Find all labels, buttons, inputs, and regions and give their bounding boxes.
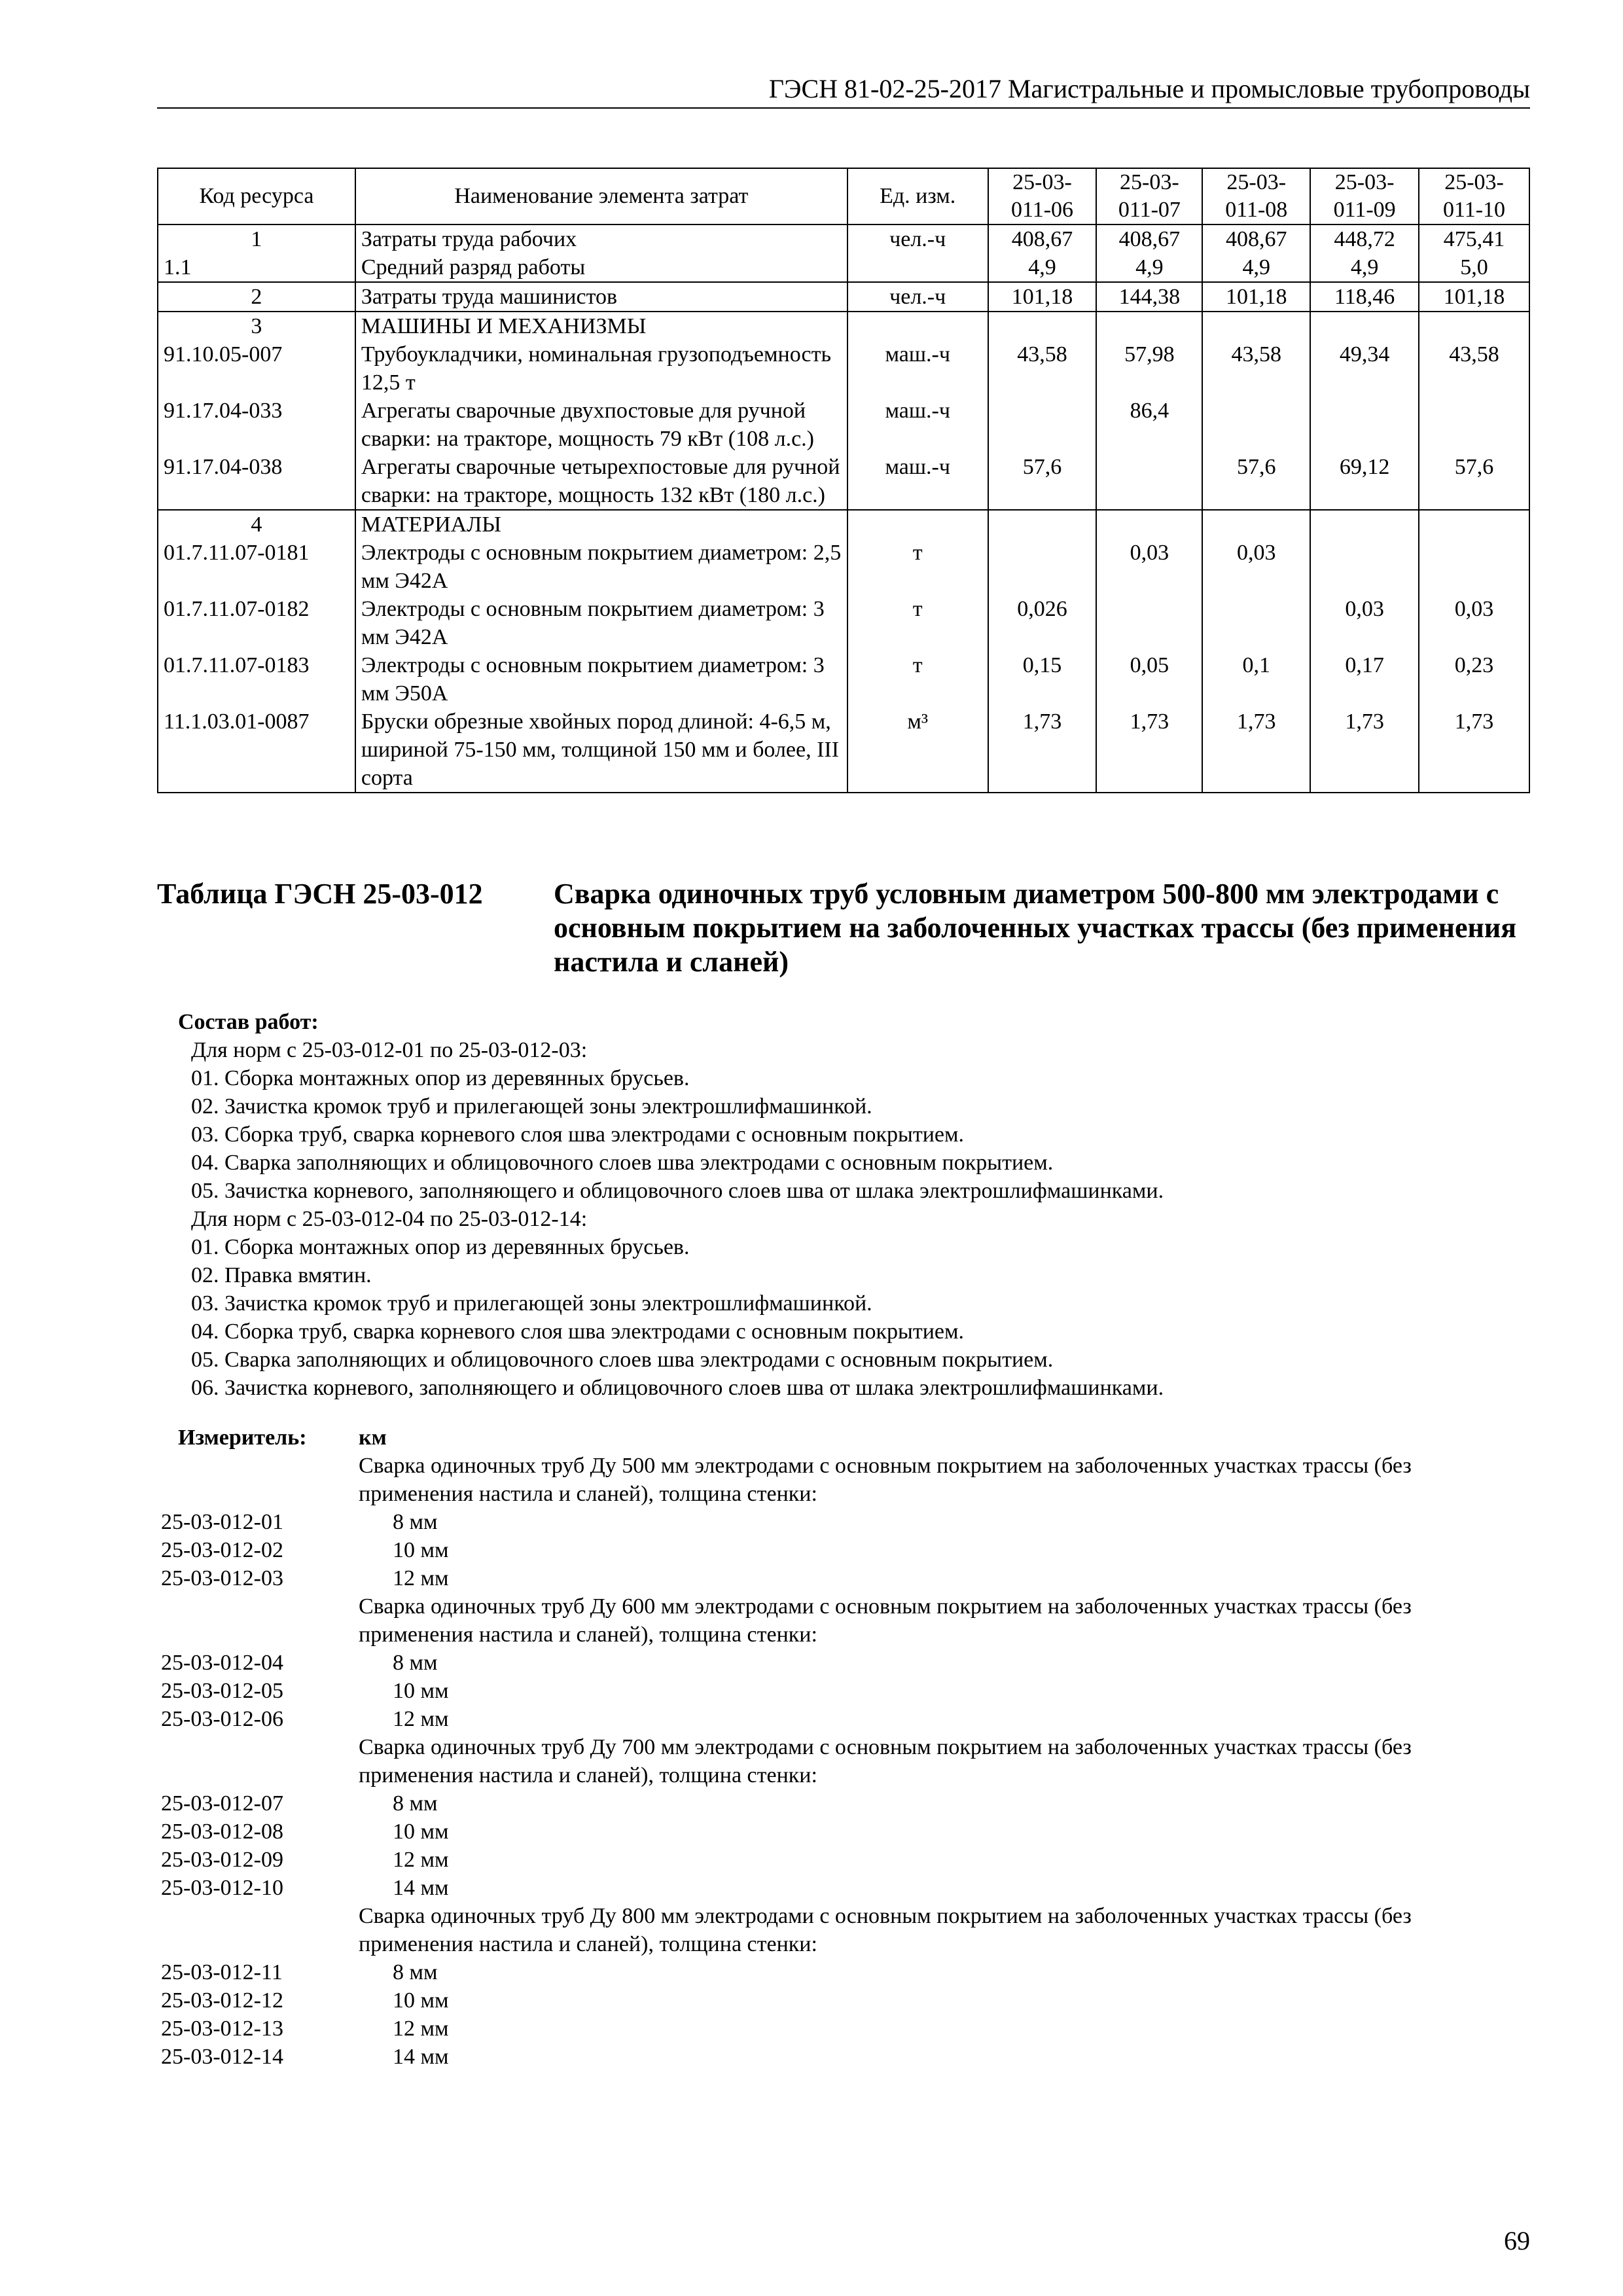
col-header-norm: 25-03- 011-08 (1202, 168, 1310, 224)
cell-unit: маш.-ч (847, 340, 988, 397)
cell-value: 118,46 (1310, 282, 1419, 312)
cell-unit: т (847, 651, 988, 708)
norm-code: 25-03-012-13 (161, 2017, 283, 2041)
composition-line: 06. Зачистка корневого, заполняющего и облицовочного слоев шва от шлака электрошлифмашинками. (191, 1376, 1164, 1400)
norm-row (157, 1564, 1530, 1592)
norm-code: 25-03-012-09 (161, 1848, 283, 1872)
cell-name: Затраты труда рабочих (355, 224, 847, 253)
cell-name: Агрегаты сварочные четырехпостовые для ручной сварки: на тракторе, мощность 132 кВт (180 л.с.) (355, 453, 847, 510)
cell-unit: м³ (847, 708, 988, 793)
cell-code: 01.7.11.07-0183 (158, 651, 355, 708)
cell-value (1202, 510, 1310, 539)
composition-line: 05. Сварка заполняющих и облицовочного слоев шва электродами с основным покрытием. (191, 1348, 1054, 1372)
cell-value: 57,98 (1096, 340, 1202, 397)
cell-value (1202, 312, 1310, 340)
cell-unit (847, 510, 988, 539)
cell-value (1310, 510, 1419, 539)
cell-value (1310, 312, 1419, 340)
cell-value: 1,73 (1419, 708, 1529, 793)
norm-thickness: 8 мм (393, 1960, 438, 1984)
norm-code: 25-03-012-14 (161, 2045, 283, 2069)
cell-value: 5,0 (1419, 253, 1529, 282)
norm-code: 25-03-012-05 (161, 1679, 283, 1703)
cell-value: 43,58 (1202, 340, 1310, 397)
col-header-unit: Ед. изм. (847, 168, 988, 224)
cell-value: 4,9 (1310, 253, 1419, 282)
cell-code: 3 (158, 312, 355, 340)
composition-line: 01. Сборка монтажных опор из деревянных брусьев. (191, 1066, 690, 1090)
norm-thickness: 12 мм (393, 2017, 449, 2041)
table-row (158, 253, 1529, 282)
composition-line: 05. Зачистка корневого, заполняющего и облицовочного слоев шва от шлака электрошлифмашинками. (191, 1179, 1164, 1203)
meter-unit: км (359, 1426, 387, 1450)
col-header-norm: 25-03- 011-07 (1096, 168, 1202, 224)
cell-value (1310, 397, 1419, 453)
cell-value: 0,03 (1310, 595, 1419, 651)
cell-value: 57,6 (988, 453, 1097, 510)
table-row (158, 595, 1529, 651)
meter-group-description: Сварка одиночных труб Ду 700 мм электродами с основным покрытием на заболоченных участках трассы (без применения настила и сланей), толщина стенки: (359, 1735, 1412, 1787)
norm-thickness: 10 мм (393, 1988, 449, 2013)
col-header-code: Код ресурса (158, 168, 355, 224)
norm-code: 25-03-012-06 (161, 1707, 283, 1731)
norm-thickness: 8 мм (393, 1510, 438, 1534)
norm-row (157, 1536, 1530, 1564)
cell-code: 11.1.03.01-0087 (158, 708, 355, 793)
cell-value (988, 397, 1097, 453)
cell-value: 408,67 (1096, 224, 1202, 253)
cell-unit: чел.-ч (847, 224, 988, 253)
norm-thickness: 10 мм (393, 1679, 449, 1703)
meter-group-description: Сварка одиночных труб Ду 600 мм электродами с основным покрытием на заболоченных участках трассы (без применения настила и сланей), толщина стенки: (359, 1594, 1412, 1647)
cell-value: 448,72 (1310, 224, 1419, 253)
norm-row (157, 1874, 1530, 1902)
norm-code: 25-03-012-07 (161, 1791, 283, 1816)
norm-thickness: 10 мм (393, 1820, 449, 1844)
cell-unit: т (847, 539, 988, 595)
cell-unit: маш.-ч (847, 453, 988, 510)
table-heading-title: Сварка одиночных труб условным диаметром 500-800 мм электродами с основным покрытием на заболоченных участках трассы (без применения настила и сланей) (554, 878, 1517, 978)
cell-value (1096, 312, 1202, 340)
norm-row (157, 1705, 1530, 1733)
cell-unit (847, 253, 988, 282)
cell-value (1419, 539, 1529, 595)
cell-name: Трубоукладчики, номинальная грузоподъемность 12,5 т (355, 340, 847, 397)
cell-value: 475,41 (1419, 224, 1529, 253)
norm-code: 25-03-012-03 (161, 1566, 283, 1590)
cell-value (988, 510, 1097, 539)
norm-thickness: 12 мм (393, 1566, 449, 1590)
cell-name: Электроды с основным покрытием диаметром: 2,5 мм Э42А (355, 539, 847, 595)
cell-value: 43,58 (1419, 340, 1529, 397)
norm-thickness: 14 мм (393, 2045, 449, 2069)
cell-value: 408,67 (988, 224, 1097, 253)
cell-value (1419, 312, 1529, 340)
table-header-row (158, 168, 1529, 224)
norm-thickness: 14 мм (393, 1876, 449, 1900)
cell-value (1419, 510, 1529, 539)
cell-value: 49,34 (1310, 340, 1419, 397)
norm-code: 25-03-012-10 (161, 1876, 283, 1900)
norm-row (157, 1818, 1530, 1846)
composition-line: 02. Правка вмятин. (191, 1263, 372, 1287)
table-row (158, 282, 1529, 312)
composition-heading: Состав работ: (178, 1010, 319, 1034)
work-composition (157, 1008, 1530, 1402)
cell-value: 0,17 (1310, 651, 1419, 708)
table-row (158, 510, 1529, 539)
cell-value (1096, 595, 1202, 651)
cell-name: МАТЕРИАЛЫ (355, 510, 847, 539)
cell-code: 4 (158, 510, 355, 539)
norm-row (157, 2043, 1530, 2071)
norm-code: 25-03-012-11 (161, 1960, 283, 1984)
page-number: 69 (1504, 2226, 1530, 2255)
composition-line: 03. Зачистка кромок труб и прилегающей зоны электрошлифмашинкой. (191, 1291, 872, 1316)
cell-value: 4,9 (988, 253, 1097, 282)
table-row (158, 397, 1529, 453)
col-header-norm: 25-03- 011-09 (1310, 168, 1419, 224)
cell-value: 408,67 (1202, 224, 1310, 253)
table-heading-label: Таблица ГЭСН 25-03-012 (157, 878, 483, 910)
cell-unit (847, 312, 988, 340)
col-header-norm: 25-03- 011-10 (1419, 168, 1529, 224)
cell-value (1096, 510, 1202, 539)
norm-row (157, 1649, 1530, 1677)
cell-value: 101,18 (988, 282, 1097, 312)
cell-value: 86,4 (1096, 397, 1202, 453)
composition-line: 01. Сборка монтажных опор из деревянных брусьев. (191, 1235, 690, 1259)
norm-code: 25-03-012-08 (161, 1820, 283, 1844)
cell-value (1419, 397, 1529, 453)
norm-row (157, 1789, 1530, 1818)
norm-code: 25-03-012-04 (161, 1651, 283, 1675)
cell-name: Электроды с основным покрытием диаметром: 3 мм Э42А (355, 595, 847, 651)
cell-value: 101,18 (1202, 282, 1310, 312)
cell-value: 0,03 (1202, 539, 1310, 595)
cell-value: 4,9 (1096, 253, 1202, 282)
cell-name: МАШИНЫ И МЕХАНИЗМЫ (355, 312, 847, 340)
table-row (158, 651, 1529, 708)
resource-table (157, 168, 1530, 793)
cell-value: 57,6 (1202, 453, 1310, 510)
cell-value: 101,18 (1419, 282, 1529, 312)
meter-section (157, 1424, 1530, 2071)
norm-row (157, 2015, 1530, 2043)
composition-line: 03. Сборка труб, сварка корневого слоя шва электродами с основным покрытием. (191, 1122, 965, 1147)
norm-row (157, 1846, 1530, 1874)
composition-line: 02. Зачистка кромок труб и прилегающей зоны электрошлифмашинкой. (191, 1094, 872, 1119)
table-row (158, 453, 1529, 510)
cell-unit: маш.-ч (847, 397, 988, 453)
cell-value (1202, 595, 1310, 651)
meter-group-description: Сварка одиночных труб Ду 500 мм электродами с основным покрытием на заболоченных участках трассы (без применения настила и сланей), толщина стенки: (359, 1454, 1412, 1506)
cell-value (1096, 453, 1202, 510)
cell-value: 43,58 (988, 340, 1097, 397)
table-row (158, 312, 1529, 340)
table-row (158, 708, 1529, 793)
cell-value: 0,026 (988, 595, 1097, 651)
table-row (158, 224, 1529, 253)
meter-label: Измеритель: (178, 1426, 307, 1450)
norm-code: 25-03-012-01 (161, 1510, 283, 1534)
meter-group-description: Сварка одиночных труб Ду 800 мм электродами с основным покрытием на заболоченных участках трассы (без применения настила и сланей), толщина стенки: (359, 1904, 1412, 1956)
norm-code: 25-03-012-02 (161, 1538, 283, 1562)
cell-code: 2 (158, 282, 355, 312)
cell-value: 0,03 (1096, 539, 1202, 595)
cell-name: Бруски обрезные хвойных пород длиной: 4-6,5 м, шириной 75-150 мм, толщиной 150 мм и более, III сорта (355, 708, 847, 793)
norm-thickness: 10 мм (393, 1538, 449, 1562)
cell-value (1202, 397, 1310, 453)
table-row (158, 340, 1529, 397)
cell-name: Агрегаты сварочные двухпостовые для ручной сварки: на тракторе, мощность 79 кВт (108 л.с.) (355, 397, 847, 453)
table-row (158, 539, 1529, 595)
cell-value: 0,15 (988, 651, 1097, 708)
composition-line: 04. Сборка труб, сварка корневого слоя шва электродами с основным покрытием. (191, 1319, 965, 1344)
cell-code: 1.1 (158, 253, 355, 282)
col-header-name: Наименование элемента затрат (355, 168, 847, 224)
composition-line: Для норм с 25-03-012-04 по 25-03-012-14: (191, 1207, 588, 1231)
norm-thickness: 8 мм (393, 1651, 438, 1675)
cell-value (988, 539, 1097, 595)
col-header-norm: 25-03- 011-06 (988, 168, 1097, 224)
cell-value: 0,05 (1096, 651, 1202, 708)
norm-row (157, 1508, 1530, 1536)
cell-value: 0,23 (1419, 651, 1529, 708)
norm-row (157, 1986, 1530, 2015)
cell-value: 69,12 (1310, 453, 1419, 510)
cell-code: 01.7.11.07-0181 (158, 539, 355, 595)
cell-value: 57,6 (1419, 453, 1529, 510)
cell-value: 1,73 (1310, 708, 1419, 793)
cell-value: 4,9 (1202, 253, 1310, 282)
norm-row (157, 1677, 1530, 1705)
cell-value: 1,73 (1096, 708, 1202, 793)
cell-value: 144,38 (1096, 282, 1202, 312)
cell-code: 91.17.04-033 (158, 397, 355, 453)
cell-value: 0,1 (1202, 651, 1310, 708)
norm-row (157, 1958, 1530, 1986)
norm-thickness: 12 мм (393, 1848, 449, 1872)
cell-code: 91.17.04-038 (158, 453, 355, 510)
composition-line: Для норм с 25-03-012-01 по 25-03-012-03: (191, 1038, 588, 1062)
cell-unit: чел.-ч (847, 282, 988, 312)
cell-unit: т (847, 595, 988, 651)
cell-value: 1,73 (1202, 708, 1310, 793)
composition-line: 04. Сварка заполняющих и облицовочного слоев шва электродами с основным покрытием. (191, 1151, 1054, 1175)
cell-value (988, 312, 1097, 340)
cell-name: Средний разряд работы (355, 253, 847, 282)
cell-value: 0,03 (1419, 595, 1529, 651)
cell-name: Электроды с основным покрытием диаметром: 3 мм Э50А (355, 651, 847, 708)
page-header: ГЭСН 81-02-25-2017 Магистральные и промысловые трубопроводы (157, 73, 1530, 109)
norm-thickness: 12 мм (393, 1707, 449, 1731)
cell-name: Затраты труда машинистов (355, 282, 847, 312)
cell-code: 1 (158, 224, 355, 253)
cell-code: 91.10.05-007 (158, 340, 355, 397)
norm-thickness: 8 мм (393, 1791, 438, 1816)
cell-value (1310, 539, 1419, 595)
norm-code: 25-03-012-12 (161, 1988, 283, 2013)
cell-code: 01.7.11.07-0182 (158, 595, 355, 651)
cell-value: 1,73 (988, 708, 1097, 793)
